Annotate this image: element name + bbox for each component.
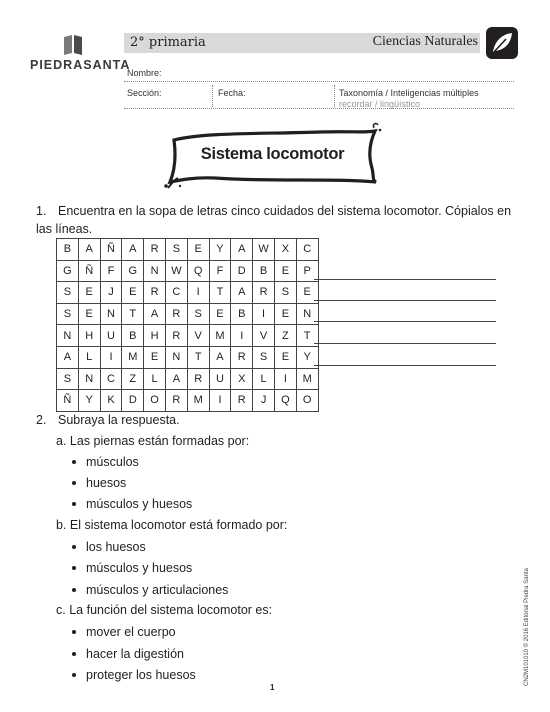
letter-cell[interactable]: B <box>231 303 253 325</box>
letter-cell[interactable]: S <box>57 303 79 325</box>
letter-cell[interactable]: I <box>231 325 253 347</box>
word-search-row <box>57 282 319 304</box>
word-search-row <box>57 325 319 347</box>
question-1 <box>36 202 516 238</box>
letter-cell[interactable]: L <box>253 368 275 390</box>
letter-cell[interactable]: I <box>274 368 296 390</box>
letter-cell[interactable]: S <box>253 346 275 368</box>
letter-cell[interactable]: Z <box>122 368 144 390</box>
section-line <box>124 108 514 109</box>
letter-cell[interactable]: X <box>274 239 296 261</box>
letter-cell[interactable]: E <box>274 260 296 282</box>
word-search-row <box>57 260 319 282</box>
answer-line[interactable] <box>314 365 496 366</box>
bullet-icon <box>72 652 76 656</box>
letter-cell[interactable]: X <box>231 368 253 390</box>
subject-label: Ciencias Naturales <box>372 34 478 49</box>
letter-cell[interactable]: G <box>122 260 144 282</box>
letter-cell[interactable]: R <box>165 325 187 347</box>
option[interactable]: los huesos <box>72 538 146 556</box>
word-search-row <box>57 346 319 368</box>
leaf-icon <box>485 26 519 60</box>
bullet-icon <box>72 566 76 570</box>
letter-cell[interactable]: K <box>100 390 122 412</box>
letter-cell[interactable]: G <box>57 260 79 282</box>
question-number: 2. <box>36 413 47 427</box>
letter-cell[interactable]: O <box>144 390 166 412</box>
taxonomy-label: Taxonomía / Inteligencias múltiples <box>339 88 479 98</box>
letter-cell[interactable]: Ñ <box>57 390 79 412</box>
word-search-row <box>57 239 319 261</box>
letter-cell[interactable]: S <box>57 282 79 304</box>
letter-cell[interactable]: A <box>122 239 144 261</box>
letter-cell[interactable]: F <box>100 260 122 282</box>
letter-cell[interactable]: L <box>144 368 166 390</box>
letter-cell[interactable]: U <box>100 325 122 347</box>
bullet-icon <box>72 588 76 592</box>
name-line[interactable] <box>124 81 514 82</box>
letter-cell[interactable]: E <box>122 282 144 304</box>
answer-line[interactable] <box>314 300 496 301</box>
bullet-icon <box>72 630 76 634</box>
letter-cell[interactable]: E <box>274 346 296 368</box>
letter-cell[interactable]: E <box>187 239 209 261</box>
publisher-logo: PIEDRASANTA <box>30 58 131 72</box>
letter-cell[interactable]: E <box>296 282 318 304</box>
page-title: Sistema locomotor <box>200 145 345 163</box>
letter-cell[interactable]: Q <box>187 260 209 282</box>
letter-cell[interactable]: N <box>144 260 166 282</box>
letter-cell[interactable]: Y <box>78 390 100 412</box>
letter-cell[interactable]: M <box>209 325 231 347</box>
letter-cell[interactable]: N <box>100 303 122 325</box>
part-c <box>56 601 272 619</box>
letter-cell[interactable]: Y <box>209 239 231 261</box>
letter-cell[interactable]: J <box>100 282 122 304</box>
part-letter: c. <box>56 603 66 617</box>
letter-cell[interactable]: S <box>165 239 187 261</box>
letter-cell[interactable]: Z <box>274 325 296 347</box>
part-text: Las piernas están formadas por: <box>69 434 250 448</box>
letter-cell[interactable]: Y <box>296 346 318 368</box>
letter-cell[interactable]: B <box>253 260 275 282</box>
grade-label: 2° primaria <box>130 35 206 50</box>
letter-cell[interactable]: Q <box>274 390 296 412</box>
divider <box>212 85 213 107</box>
letter-cell[interactable]: H <box>78 325 100 347</box>
letter-cell[interactable]: A <box>57 346 79 368</box>
letter-cell[interactable]: S <box>57 368 79 390</box>
part-a <box>56 432 249 450</box>
letter-cell[interactable]: A <box>165 368 187 390</box>
letter-cell[interactable]: A <box>144 303 166 325</box>
letter-cell[interactable]: V <box>187 325 209 347</box>
question-text: Encuentra en la sopa de letras cinco cuidados del sistema locomotor. Cópialos en las líneas. <box>36 204 512 236</box>
letter-cell[interactable]: I <box>100 346 122 368</box>
copyright-notice: CN2M101010 © 2016 Editorial Piedra Santa <box>524 568 530 686</box>
letter-cell[interactable]: A <box>78 239 100 261</box>
option[interactable]: huesos <box>72 474 126 492</box>
page-number: 1 <box>270 683 275 692</box>
bullet-icon <box>72 545 76 549</box>
letter-cell[interactable]: T <box>209 282 231 304</box>
answer-line[interactable] <box>314 343 496 344</box>
letter-cell[interactable]: R <box>231 346 253 368</box>
option[interactable]: hacer la digestión <box>72 645 184 663</box>
letter-cell[interactable]: I <box>253 303 275 325</box>
date-label: Fecha: <box>218 88 246 98</box>
letter-cell[interactable]: P <box>296 260 318 282</box>
letter-cell[interactable]: R <box>165 390 187 412</box>
letter-cell[interactable]: D <box>231 260 253 282</box>
letter-cell[interactable]: N <box>57 325 79 347</box>
letter-cell[interactable]: R <box>144 282 166 304</box>
answer-line[interactable] <box>314 321 496 322</box>
option[interactable]: músculos y huesos <box>72 559 192 577</box>
part-b <box>56 516 287 534</box>
divider <box>334 85 335 107</box>
letter-cell[interactable]: R <box>144 239 166 261</box>
book-logo-icon <box>62 33 84 55</box>
letter-cell[interactable]: A <box>231 282 253 304</box>
letter-cell[interactable]: C <box>296 239 318 261</box>
letter-cell[interactable]: S <box>274 282 296 304</box>
option[interactable]: mover el cuerpo <box>72 623 176 641</box>
letter-cell[interactable]: R <box>231 390 253 412</box>
letter-cell[interactable]: C <box>100 368 122 390</box>
bullet-icon <box>72 460 76 464</box>
part-text: La función del sistema locomotor es: <box>69 603 273 617</box>
letter-cell[interactable]: H <box>144 325 166 347</box>
letter-cell[interactable]: E <box>209 303 231 325</box>
letter-cell[interactable]: D <box>122 390 144 412</box>
letter-cell[interactable]: T <box>296 325 318 347</box>
letter-cell[interactable]: Ñ <box>78 260 100 282</box>
letter-cell[interactable]: F <box>209 260 231 282</box>
question-2 <box>36 411 180 429</box>
letter-cell[interactable]: I <box>187 282 209 304</box>
letter-cell[interactable]: R <box>187 368 209 390</box>
option[interactable]: músculos y huesos <box>72 495 192 513</box>
letter-cell[interactable]: A <box>209 346 231 368</box>
name-label: Nombre: <box>127 68 162 78</box>
option[interactable]: músculos y articulaciones <box>72 581 228 599</box>
letter-cell[interactable]: B <box>57 239 79 261</box>
part-letter: b. <box>56 518 67 532</box>
letter-cell[interactable]: N <box>165 346 187 368</box>
part-letter: a. <box>56 434 67 448</box>
letter-cell[interactable]: W <box>165 260 187 282</box>
letter-cell[interactable]: N <box>78 368 100 390</box>
word-search-row <box>57 303 319 325</box>
letter-cell[interactable]: I <box>209 390 231 412</box>
letter-cell[interactable]: C <box>165 282 187 304</box>
bullet-icon <box>72 673 76 677</box>
word-search-row <box>57 390 319 412</box>
letter-cell[interactable]: M <box>122 346 144 368</box>
letter-cell[interactable]: L <box>78 346 100 368</box>
letter-cell[interactable]: T <box>187 346 209 368</box>
bullet-icon <box>72 481 76 485</box>
option[interactable]: músculos <box>72 453 139 471</box>
question-text: Subraya la respuesta. <box>58 413 180 427</box>
section-label: Sección: <box>127 88 162 98</box>
letter-cell[interactable]: E <box>274 303 296 325</box>
question-number: 1. <box>36 204 47 218</box>
word-search-row <box>57 368 319 390</box>
answer-line[interactable] <box>314 279 496 280</box>
letter-cell[interactable]: S <box>187 303 209 325</box>
letter-cell[interactable]: M <box>296 368 318 390</box>
bullet-icon <box>72 502 76 506</box>
letter-cell[interactable]: U <box>209 368 231 390</box>
letter-cell[interactable]: W <box>253 239 275 261</box>
part-text: El sistema locomotor está formado por: <box>69 518 288 532</box>
letter-cell[interactable]: T <box>122 303 144 325</box>
letter-cell[interactable]: E <box>78 282 100 304</box>
letter-cell[interactable]: J <box>253 390 275 412</box>
option[interactable]: proteger los huesos <box>72 666 196 684</box>
letter-cell[interactable]: A <box>231 239 253 261</box>
taxonomy-values: recordar / lingüístico <box>339 99 421 109</box>
letter-cell[interactable]: R <box>165 303 187 325</box>
letter-cell[interactable]: V <box>253 325 275 347</box>
letter-cell[interactable]: R <box>253 282 275 304</box>
word-search-grid <box>56 238 319 412</box>
letter-cell[interactable]: E <box>144 346 166 368</box>
letter-cell[interactable]: B <box>122 325 144 347</box>
letter-cell[interactable]: N <box>296 303 318 325</box>
letter-cell[interactable]: O <box>296 390 318 412</box>
letter-cell[interactable]: M <box>187 390 209 412</box>
letter-cell[interactable]: Ñ <box>100 239 122 261</box>
letter-cell[interactable]: E <box>78 303 100 325</box>
